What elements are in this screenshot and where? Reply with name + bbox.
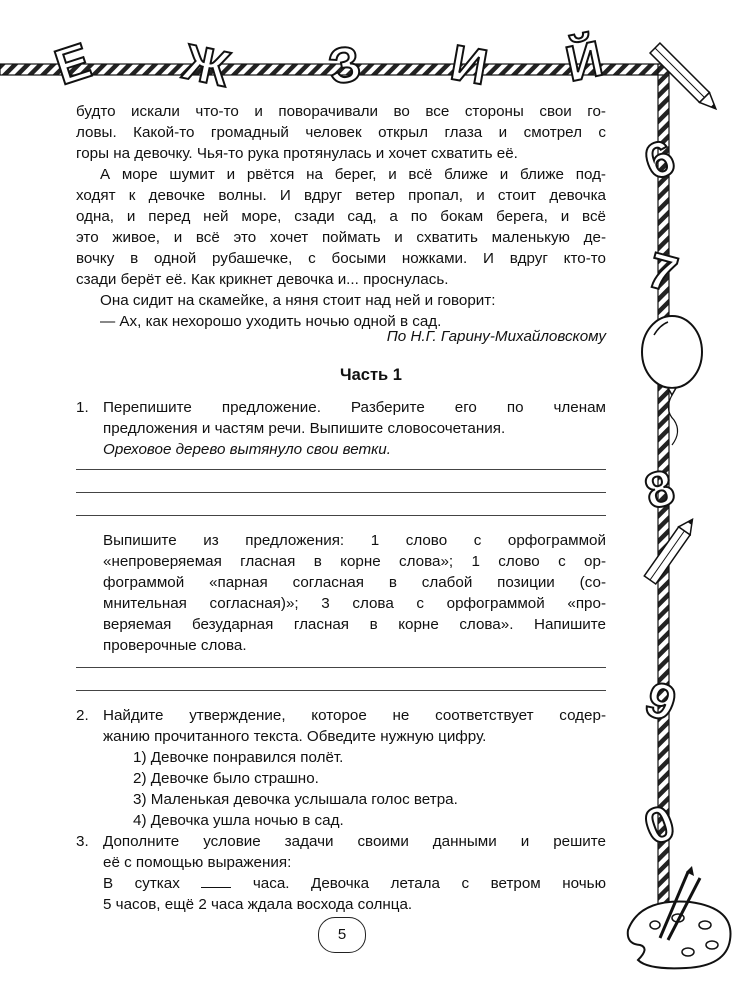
problem-start: В сутках (103, 875, 180, 892)
digit-7: 7 (641, 241, 684, 303)
task2-option-2[interactable]: 2) Девочке было страшно. (133, 770, 319, 787)
answer-line[interactable] (76, 492, 606, 493)
digit-9: 9 (638, 670, 684, 733)
task2-text (103, 705, 606, 747)
text-line: горы на девочку. Чья-то рука протянулась и хочет схватить её. (76, 145, 518, 162)
text-line: мнительная согласная)»; 3 слова с орфограммой «про- (103, 595, 606, 612)
text-line: одна, и перед ней море, сзади сад, а по бокам берега, и всё (76, 208, 606, 225)
text-line: Найдите утверждение, которое не соответствует содер- (103, 707, 606, 724)
answer-line[interactable] (76, 515, 606, 516)
text-line: вочку в одной рубашечке, с босыми ножками. И вдруг кто-то (76, 250, 606, 267)
answer-line[interactable] (76, 667, 606, 668)
task2-option-1[interactable]: 1) Девочке понравился полёт. (133, 749, 344, 766)
text-line: ходят к девочке волны. И вдруг ветер пропал, и стоит девочка (76, 187, 606, 204)
story-paragraph-4: — Ах, как нехорошо уходить ночью одной в сад. (100, 313, 442, 330)
text-line: А море шумит и рвётся на берег, и всё ближе и ближе под- (100, 166, 606, 183)
text-line: предложения и частям речи. Выпишите словосочетания. (103, 420, 506, 437)
text-line: жанию прочитанного текста. Обведите нужную цифру. (103, 728, 487, 745)
blank-field[interactable] (201, 875, 231, 888)
text-line: проверочные слова. (103, 637, 247, 654)
text-line: веряемая безударная гласная в корне слова». Напишите (103, 616, 606, 633)
letter-zh: Ж (178, 33, 235, 98)
text-line: это живое, и всё это хочет поймать и схватить маленькую де- (76, 229, 606, 246)
text-line: фограммой «парная согласная в слабой позиции (со- (103, 574, 606, 591)
task3-number: 3. (76, 833, 89, 850)
story-paragraph-1 (76, 101, 606, 164)
text-line: сзади берёт её. Как крикнет девочка и... проснулась. (76, 271, 449, 288)
text-line: будто искали что-то и поворачивали во все стороны свои го- (76, 103, 606, 120)
part-title: Часть 1 (340, 366, 402, 384)
letter-e: Е (48, 32, 98, 96)
digit-6: 6 (636, 128, 683, 191)
story-author: По Н.Г. Гарину-Михайловскому (386, 328, 606, 345)
problem-after-blank: часа. Девочка летала с ветром ночью (252, 875, 606, 892)
task3-text (103, 831, 606, 873)
digit-0: 0 (636, 793, 683, 856)
letter-z: З (324, 34, 365, 96)
pencil-icon-side (644, 515, 698, 584)
digit-8: 8 (638, 458, 681, 521)
answer-line[interactable] (76, 690, 606, 691)
page-number: 5 (318, 917, 366, 953)
story-paragraph-3: Она сидит на скамейке, а няня стоит над ней и говорит: (100, 292, 496, 309)
task1-number: 1. (76, 399, 89, 416)
text-line: «непроверяемая гласная в корне слова»; 1 слово с ор- (103, 553, 606, 570)
text-line: Перепишите предложение. Разберите его по членам (103, 399, 606, 416)
text-line: ловы. Какой-то громадный человек открыл глаза и смотрел с (76, 124, 606, 141)
letter-i-short: Й (560, 30, 608, 93)
story-paragraph-2 (76, 164, 606, 290)
task1-text (103, 397, 606, 460)
palette-icon (628, 866, 731, 968)
text-line: Выпишите из предложения: 1 слово с орфограммой (103, 532, 606, 549)
task1-subtask (103, 530, 606, 656)
answer-line[interactable] (76, 469, 606, 470)
task2-option-4[interactable]: 4) Девочка ушла ночью в сад. (133, 812, 344, 829)
text-line: 5 часов, ещё 2 часа ждала восхода солнца. (103, 896, 413, 913)
task3-problem (103, 873, 606, 915)
problem-line (103, 873, 606, 894)
task2-number: 2. (76, 707, 89, 724)
text-line: Дополните условие задачи своими данными и решите (103, 833, 606, 850)
text-line: её с помощью выражения: (103, 854, 292, 871)
letter-i: И (446, 34, 492, 96)
task2-option-3[interactable]: 3) Маленькая девочка услышала голос ветра. (133, 791, 458, 808)
task1-sentence: Ореховое дерево вытянуло свои ветки. (103, 441, 391, 458)
